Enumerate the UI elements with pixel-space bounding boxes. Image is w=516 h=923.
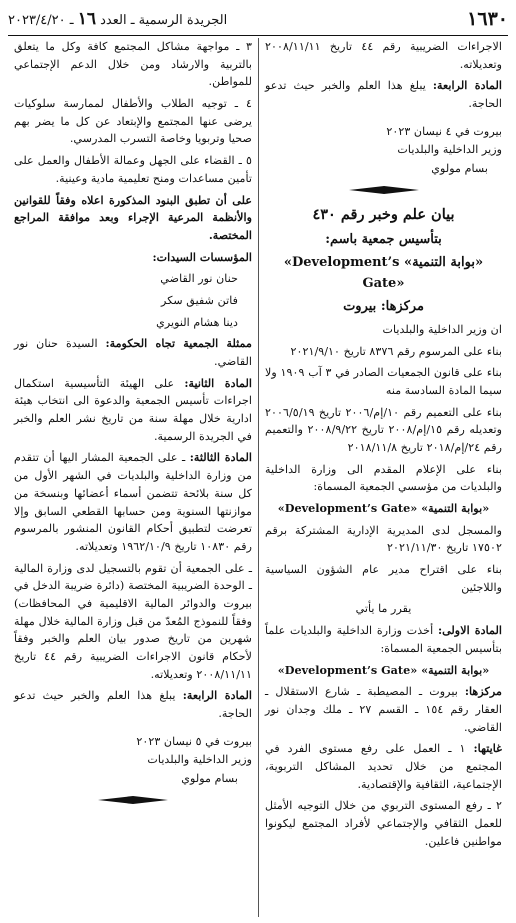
government-representative [14,335,252,370]
article-4-text: يبلغ هذا العلم والخبر حيث تدعو الحاجة. [265,79,502,111]
signature-place: بيروت في ٥ نيسان ٢٠٢٣ [136,734,252,748]
association-name-ar: «بوابة التنمية» [403,255,484,271]
gazette-info [8,9,227,29]
association-ref-ar: «بوابة التنمية» [421,501,490,516]
article-1 [265,622,502,657]
article-3 [14,449,252,555]
goals-label: غايتها: [473,741,502,756]
signature-block-prev [265,123,502,178]
left-column [8,38,258,917]
minister-line: ان وزير الداخلية والبلديات [382,322,502,336]
signature-name: بسام مولوي [181,772,238,786]
headquarters-short: مركزها: بيروت [343,299,424,315]
article-2 [14,375,252,446]
article-4-label: المادة الرابعة: [182,688,252,703]
representative-label: ممثلة الجمعية تجاه الحكومة: [105,336,252,351]
headquarters-text: بيروت ـ المصيطبة ـ شارع الاستقلال ـ العقار رقم ١٥٤ ـ القسم ٢٧ ـ ملك وجدان نور القاضي. [265,685,502,734]
signature-title: وزير الداخلية والبلديات [147,753,252,767]
columns [8,38,508,917]
article-1-text: أخذت وزارة الداخلية والبلديات علماً بتأسيس الجمعية المسماة: [265,624,502,655]
goals-text: ١ ـ العمل على رفع مستوى الفرد في المجتمع من خلال تحديد المشاكل التربوية، الإجتماعية، الثقافية والإقتصادية. [265,742,502,791]
registration-line: والمسجل لدى المديرية الإدارية المشتركة برقم ١٧٥٠٢ تاريخ ٢٠٢١/١١/٣٠ [265,523,502,555]
headquarters [265,683,502,736]
founder-2: فاتن شفيق سكر [161,293,238,307]
section-divider [14,796,252,804]
signature-place: بيروت في ٤ نيسان ٢٠٢٣ [386,124,502,138]
legal-basis-2: بناء على قانون الجمعيات الصادر في ٣ آب ١٩٠٩ ولا سيما المادة السادسة منه [265,366,502,397]
notice-subtitle: بتأسيس جمعية باسم: [325,231,442,247]
article-1-label: المادة الاولى: [437,623,502,638]
association-name-en: «Development’s Gate» [283,255,405,291]
association-final-en: «Development’s Gate» [277,662,418,677]
representative-text: السيدة حنان نور القاضي. [14,337,252,368]
legal-basis-5: بناء على اقتراح مدير عام الشؤون السياسية واللاجئين [265,563,502,594]
legal-basis-4: بناء على الإعلام المقدم الى وزارة الداخلية والبلديات من مؤسسي الجمعية المسماة: [265,462,502,494]
article-2-text: على الهيئة التأسيسية استكمال اجراءات تأسيس الجمعية والدعوة الى انتخاب هيئة ادارية خلال مهلة سنة من تاريخ نشر العلم والخبر في الجريدة الرسمية. [14,376,252,443]
right-column [258,38,508,917]
goals [265,740,502,793]
signature-block [14,733,252,788]
founder-1: حنان نور القاضي [160,272,238,286]
article-2-label: المادة الثانية: [184,375,252,390]
article-4 [14,687,252,722]
decides-line: يقرر ما يأتي [355,602,412,616]
notice-title: بيان علم وخبر رقم ٤٣٠ [312,205,455,223]
article-3-text: ـ على الجمعية المشار اليها أن تتقدم من وزارة الداخلية والبلديات في الشهر الأول من كل سنة بلائحة تتضمن أسماء أعضائها وبنسخة من موازنتها السنوية ومن حسابها القطعي السابق وإلا تعرضت لتطبيق أحكام القانون المنشور بالمرسوم رقم ١٠٨٣٠ تاريخ ١٩٦٢/١٠/٩ وتعديلاته. [14,451,252,553]
article-4-text: يبلغ هذا العلم والخبر حيث تدعو الحاجة. [14,689,252,721]
association-ref-en: «Development’s Gate» [277,501,418,516]
goal-2: ٢ ـ رفع المستوى التربوي من خلال التوجيه الأمثل للعمل الثقافي والإجتماعي لأفراد المجتمع ليكونوا مواطنين فاعلين. [265,799,502,848]
signature-name: بسام مولوي [431,162,488,176]
founders-title: المؤسسات السيدات: [152,249,252,264]
founder-3: دينا هشام النويري [156,315,238,329]
legal-basis-1: بناء على المرسوم رقم ٨٣٧٦ تاريخ ٢٠٢١/٩/١٠ [290,344,502,358]
goal-5: ٥ ـ القضاء على الجهل وعمالة الأطفال والعمل على تأمين مساعدات ومنح تعليمية مادية وعينية. [14,154,252,185]
article-3-label: المادة الثالثة: [189,450,252,465]
issue-number: ١٦ [77,9,96,29]
page-header [8,6,508,36]
headquarters-label: مركزها: [464,684,502,699]
goal-4: ٤ ـ توجيه الطلاب والأطفال لممارسة سلوكيات يرضى عنها المجتمع والإبتعاد عن كل ما يضر بهم صحيا وتربويا وخاصة التسرب المدرسي. [14,97,252,146]
signature-title: وزير الداخلية والبلديات [397,143,502,157]
tax-registration: ـ على الجمعية أن تقوم بالتسجيل لدى وزارة المالية ـ الوحدة الضريبية المختصة (دائرة ضريبة الدخل في بيروت والدوائر المالية الاقليمية في المحافظات) وفقاً للنموذج المُعدّ من قبل وزارة المالية خلال مهلة شهرين من تاريخ صدور بيان العلم والخبر وفقاً لأحكام قانون الاجراءات الضريبية رقم ٤٤ تاريخ ٢٠٠٨/١١/١١ وتعديلاته. [14,561,252,681]
issue-date: ـ ٢٠٢٣/٤/٢٠ [8,13,74,28]
article-4-label: المادة الرابعة: [432,78,502,93]
association-name [265,253,502,294]
condition-clause: على أن تطبق البنود المذكورة اعلاه وفقاً للقوانين والأنظمة المرعية الإجراء وبعد موافقة المراجع المختصة. [14,192,252,242]
goal-3: ٣ ـ مواجهة مشاكل المجتمع كافة وكل ما يتعلق بالتربية والارشاد ومن خلال الدعم الإجتماعي للمواطن. [14,40,252,89]
association-final [265,662,502,680]
legal-basis-3: بناء على التعميم رقم ١٠/إم/٢٠٠٦ تاريخ ٢٠٠٦/٥/١٩ وتعديله رقم ١٥/إم/٢٠٠٨ تاريخ ٢٠٠٨/٩/٢٢ والتعميم رقم ٢٤/إم/٢٠١٨ تاريخ ٢٠١٨/١١/٨ [265,405,503,454]
previous-notice-tail: الاجراءات الضريبية رقم ٤٤ تاريخ ٢٠٠٨/١١/١١ وتعديلاته. [265,40,502,71]
section-divider [265,186,502,194]
page-number: ١٦٣٠ [467,8,508,30]
gazette-title: الجريدة الرسمية ـ العدد [100,13,228,28]
article-4-prev [265,77,502,112]
association-final-ar: «بوابة التنمية» [421,662,490,677]
association-ref [265,500,502,518]
